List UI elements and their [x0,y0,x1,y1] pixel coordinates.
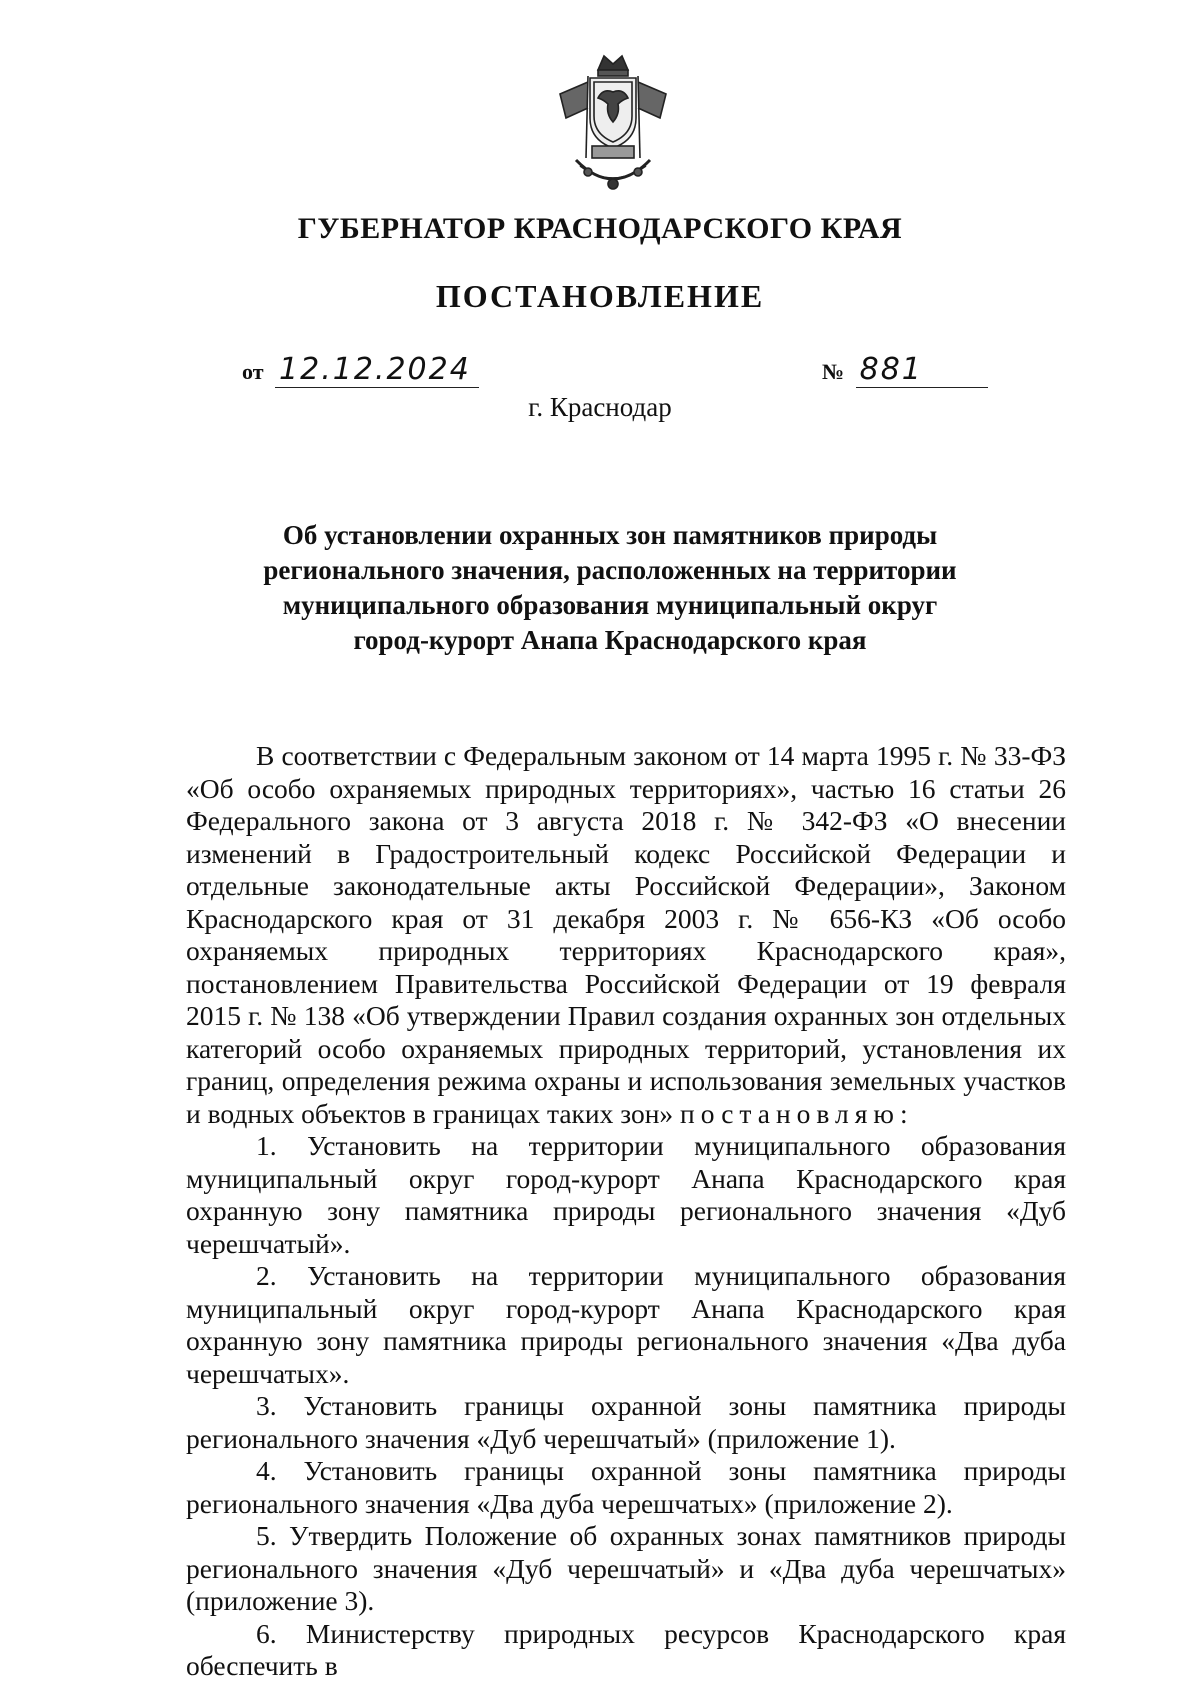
preamble-text: В соответствии с Федеральным законом от 14 марта 1995 г. № 33-ФЗ «Об особо охраняемых природных территориях», частью 16 статьи 26 Федерального закона от 3 августа 2018 г. № 342-ФЗ «О внесении изменений в Градостроительный кодекс Российской Федерации и отдельные законодательные акты Российской Федерации», Законом Краснодарского края от 31 декабря 2003 г. № 656-КЗ «Об особо охраняемых природных территориях Краснодарского края», постановлением Правительства Российской Федерации от 19 февраля 2015 г. № 138 «Об утверждении Правил создания охранных зон отдельных категорий особо охраняемых природных территорий, установления их границ, определения режима охраны и использования земельных участков и водных объектов в границах таких зон» [186,740,1066,1129]
title-line: город-курорт Анапа Краснодарского края [353,625,867,655]
document-number: 881 [856,352,988,388]
title-line: регионального значения, расположенных на территории [263,555,957,585]
title-line: муниципального образования муниципальный округ [282,590,938,620]
document-type: ПОСТАНОВЛЕНИЕ [435,278,765,314]
document-body [186,740,1066,1683]
issuing-authority: ГУБЕРНАТОР КРАСНОДАРСКОГО КРАЯ [297,212,903,245]
decree-word: постановляю: [680,1097,914,1129]
decree-item-3: 3. Установить границы охранной зоны памятника природы регионального значения «Дуб черешчатый» (приложение 1). [186,1390,1066,1454]
krasnodar-coat-of-arms-icon [548,48,678,198]
date-label: от [242,359,264,384]
document-number-line [822,352,988,388]
decree-item-6: 6. Министерству природных ресурсов Краснодарского края обеспечить в [186,1617,1066,1681]
document-city: г. Краснодар [528,392,672,422]
decree-item-2: 2. Установить на территории муниципального образования муниципальный округ город-курорт Анапа Краснодарского края охранную зону памятника природы регионального значения «Два дуба черешчатых». [186,1260,1066,1389]
decree-item-5: 5. Утвердить Положение об охранных зонах памятников природы регионального значения «Дуб черешчатый» и «Два дуба черешчатых» (приложение 3). [186,1520,1066,1616]
decree-item-1: 1. Установить на территории муниципального образования муниципальный округ город-курорт Анапа Краснодарского края охранную зону памятника природы регионального значения «Дуб черешчатый». [186,1130,1066,1259]
decree-item-4: 4. Установить границы охранной зоны памятника природы регионального значения «Два дуба черешчатых» (приложение 2). [186,1455,1066,1519]
document-date-line [242,352,479,388]
number-label: № [822,359,845,384]
title-line: Об установлении охранных зон памятников природы [282,520,938,550]
document-date: 12.12.2024 [275,352,479,388]
document-title [220,518,1000,658]
preamble-paragraph [186,740,1066,1130]
